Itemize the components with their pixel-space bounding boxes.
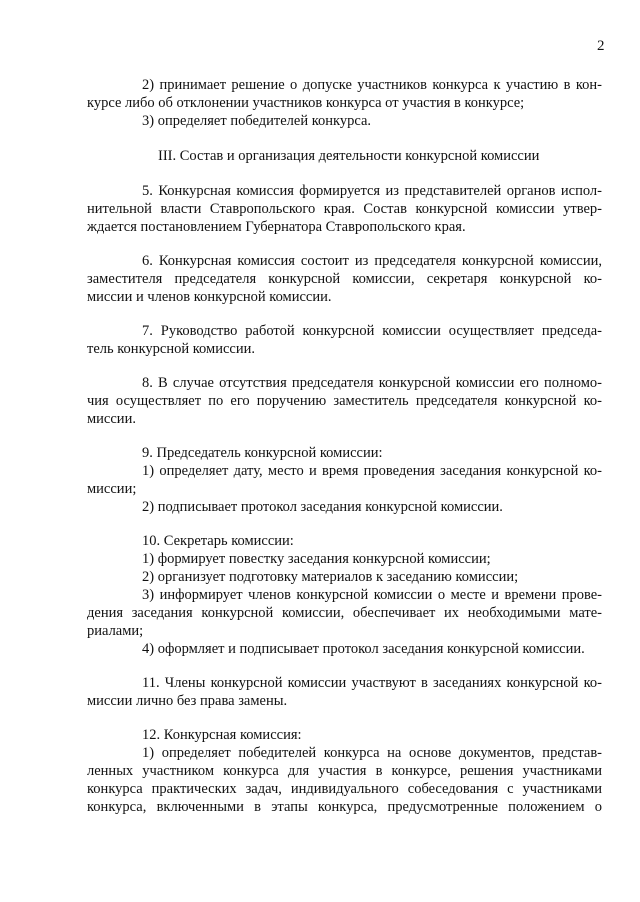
text-line: 1) формирует повестку заседания конкурсной комиссии; xyxy=(142,551,491,567)
section-heading: III. Состав и организация деятельности конкурсной комиссии xyxy=(158,148,540,164)
text-line: ленных участником конкурса для участия в конкурсе, решения участниками xyxy=(87,763,602,779)
text-line: тель конкурсной комиссии. xyxy=(87,341,255,357)
text-line: 5. Конкурсная комиссия формируется из представителей органов испол- xyxy=(142,183,602,199)
text-line: 2) организует подготовку материалов к заседанию комиссии; xyxy=(142,569,519,585)
text-line: нительной власти Ставропольского края. Состав конкурсной комиссии утвер- xyxy=(87,201,602,217)
text-line: 7. Руководство работой конкурсной комиссии осуществляет председа- xyxy=(142,323,602,339)
text-line: курсе либо об отклонении участников конкурса от участия в конкурсе; xyxy=(87,95,525,111)
text-line: конкурса практических задач, индивидуального собеседования с участниками xyxy=(87,781,602,797)
text-line: 3) определяет победителей конкурса. xyxy=(142,113,372,129)
text-line: дения заседания конкурсной комиссии, обеспечивает их необходимыми мате- xyxy=(87,605,602,621)
text-line: 1) определяет победителей конкурса на основе документов, представ- xyxy=(142,745,602,761)
text-line: миссии. xyxy=(87,411,136,427)
text-line: 9. Председатель конкурсной комиссии: xyxy=(142,445,383,461)
text-line: миссии; xyxy=(87,481,137,497)
text-line: чия осуществляет по его поручению заместитель председателя конкурсной ко- xyxy=(87,393,602,409)
text-line: 4) оформляет и подписывает протокол заседания конкурсной комиссии. xyxy=(142,641,585,657)
text-line: риалами; xyxy=(87,623,144,639)
text-line: 12. Конкурсная комиссия: xyxy=(142,727,302,743)
text-line: заместителя председателя конкурсной комиссии, секретаря конкурсной ко- xyxy=(87,271,602,287)
page-number: 2 xyxy=(597,38,605,54)
text-line: 1) определяет дату, место и время проведения заседания конкурсной ко- xyxy=(142,463,602,479)
text-line: конкурса, включенными в этапы конкурса, предусмотренные положением о xyxy=(87,799,602,815)
text-line: ждается постановлением Губернатора Ставропольского края. xyxy=(87,219,466,235)
text-line: 8. В случае отсутствия председателя конкурсной комиссии его полномо- xyxy=(142,375,602,391)
text-line: 3) информирует членов конкурсной комиссии о месте и времени прове- xyxy=(142,587,602,603)
text-line: 10. Секретарь комиссии: xyxy=(142,533,294,549)
text-line: миссии и членов конкурсной комиссии. xyxy=(87,289,332,305)
text-line: 2) подписывает протокол заседания конкурсной комиссии. xyxy=(142,499,503,515)
text-line: 2) принимает решение о допуске участников конкурса к участию в кон- xyxy=(142,77,602,93)
text-line: 6. Конкурсная комиссия состоит из председателя конкурсной комиссии, xyxy=(142,253,602,269)
text-line: миссии лично без права замены. xyxy=(87,693,288,709)
text-line: 11. Члены конкурсной комиссии участвуют в заседаниях конкурсной ко- xyxy=(142,675,602,691)
